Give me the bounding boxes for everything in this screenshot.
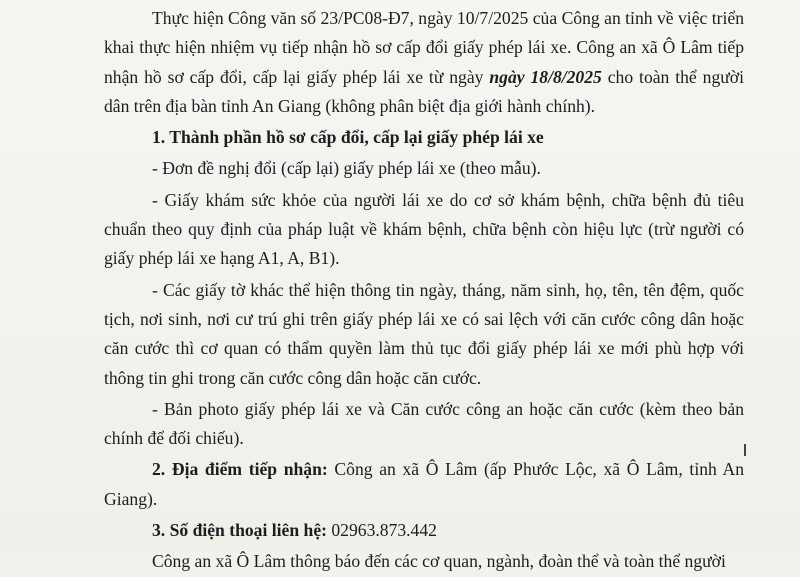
- section-1-item-2: - Giấy khám sức khỏe của người lái xe do cơ sở khám bệnh, chữa bệnh đủ tiêu chuẩn theo quy định của pháp luật về khám bệnh, chữa bệnh còn hiệu lực (trừ người có giấy phép lái xe hạng A1, A, B1).: [104, 189, 744, 269]
- section-3-label: 3. Số điện thoại liên hệ:: [152, 520, 327, 541]
- section-1-item-4: - Bản photo giấy phép lái xe và Căn cước công an hoặc căn cước (kèm theo bản chính để đối chiếu).: [104, 398, 744, 449]
- intro-date: ngày 18/8/2025: [489, 66, 602, 87]
- intro-text-1: Thực hiện Công văn số 23/PC08-Đ7, ngày 10/7/2025 của Công an tỉnh về việc triển khai thực hiện nhiệm vụ tiếp nhận hồ sơ cấp đổi giấy phép lái xe. Công an xã Ô Lâm tiếp nhận hồ sơ cấp đổi, cấp lại giấy phép lái xe từ ngày: [104, 8, 744, 87]
- intro-paragraph: [104, 4, 744, 121]
- section-3-text: 02963.873.442: [326, 520, 437, 541]
- section-2-paragraph: [104, 455, 744, 514]
- section-2-label: 2. Địa điểm tiếp nhận:: [152, 459, 328, 480]
- margin-mark: [744, 444, 746, 456]
- document-body: [104, 4, 744, 577]
- section-3-paragraph: [104, 516, 744, 545]
- intro-text-2: cho toàn thể người dân trên địa bàn tỉnh An Giang (không phân biệt địa giới hành chính).: [104, 66, 744, 116]
- section-1-item-3: - Các giấy tờ khác thể hiện thông tin ngày, tháng, năm sinh, họ, tên, tên đệm, quốc tịch, nơi sinh, nơi cư trú ghi trên giấy phép lái xe có sai lệch với căn cước công dân hoặc căn cước thì cơ quan có thẩm quyền làm thủ tục đổi giấy phép lái xe mới phù hợp với thông tin ghi trong căn cước công dân hoặc căn cước.: [104, 279, 744, 388]
- section-1-item-1: - Đơn đề nghị đổi (cấp lại) giấy phép lái xe (theo mẫu).: [152, 158, 541, 179]
- closing-paragraph: Công an xã Ô Lâm thông báo đến các cơ quan, ngành, đoàn thể và toàn thể người: [152, 551, 726, 572]
- section-2-text: Công an xã Ô Lâm (ấp Phước Lộc, xã Ô Lâm, tỉnh An Giang).: [104, 459, 745, 509]
- section-1-title: 1. Thành phần hồ sơ cấp đổi, cấp lại giấy phép lái xe: [152, 127, 544, 148]
